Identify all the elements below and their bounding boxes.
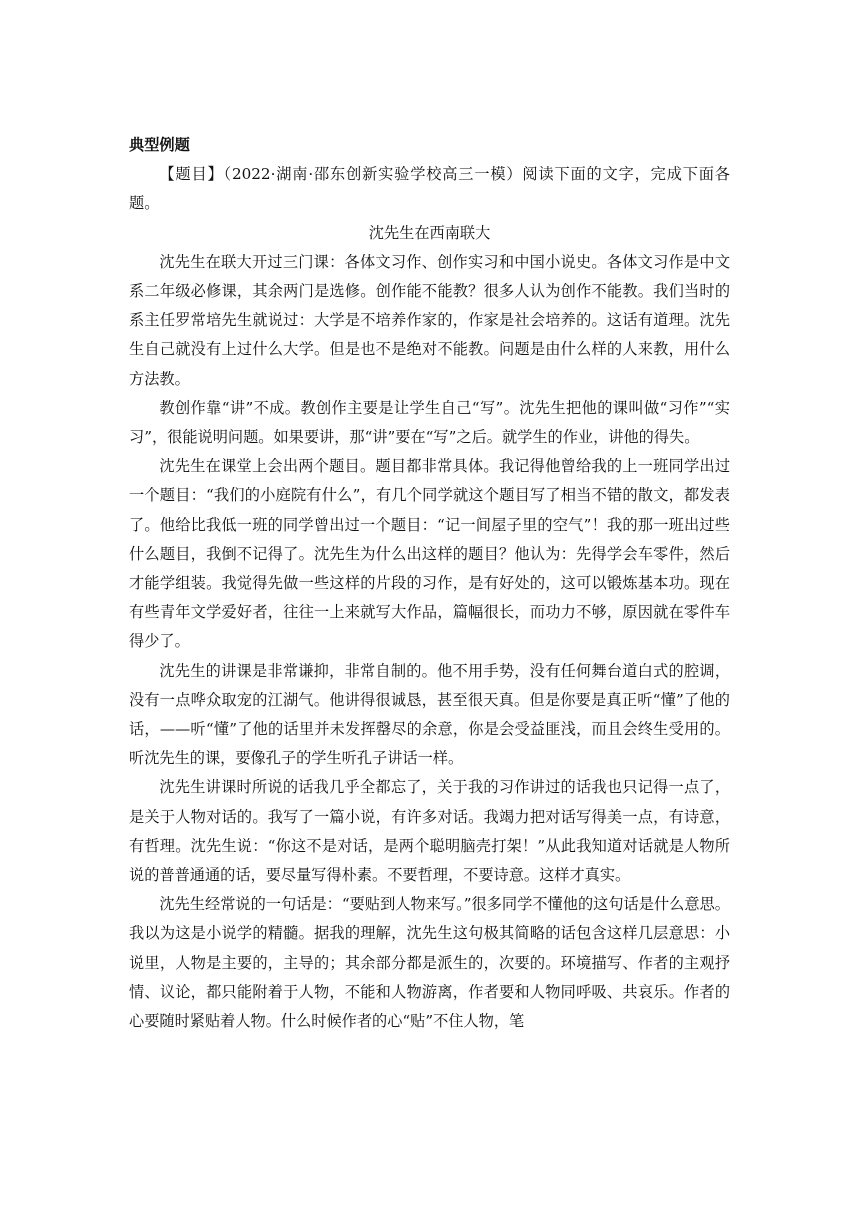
article-paragraph: 沈先生的讲课是非常谦抑，非常自制的。他不用手势，没有任何舞台道白式的腔调，没有一点哗众取宠的江湖气。他讲得很诚恳，甚至很天真。但是你要是真正听“懂”了他的话，——听“懂”了他的话里并未发挥罄尽的余意，你是会受益匪浅，而且会终生受用的。听沈先生的课，要像孔子的学生听孔子讲话一样。 — [129, 661, 730, 768]
article-title: 沈先生在西南联大 — [368, 223, 491, 242]
section-heading: 典型例题 — [129, 136, 190, 154]
article-paragraph: 沈先生讲课时所说的话我几乎全都忘了，关于我的习作讲过的话我也只记得一点了，是关于人物对话的。我写了一篇小说，有许多对话。我竭力把对话写得美一点，有诗意，有哲理。沈先生说：“你这不是对话，是两个聪明脑壳打架！”从此我知道对话就是人物所说的普普通通的话，要尽量写得朴素。不要哲理，不要诗意。这样才真实。 — [129, 778, 730, 885]
article-paragraph: 沈先生在联大开过三门课：各体文习作、创作实习和中国小说史。各体文习作是中文系二年级必修课，其余两门是选修。创作能不能教？很多人认为创作不能教。我们当时的系主任罗常培先生就说过：大学是不培养作家的，作家是社会培养的。这话有道理。沈先生自己就没有上过什么大学。但是也不是绝对不能教。问题是由什么样的人来教，用什么方法教。 — [129, 252, 730, 388]
article-paragraph: 沈先生在课堂上会出两个题目。题目都非常具体。我记得他曾给我的上一班同学出过一个题目：“我们的小庭院有什么”，有几个同学就这个题目写了相当不错的散文，都发表了。他给比我低一班的同学曾出过一个题目：“记一间屋子里的空气”！我的那一班出过些什么题目，我倒不记得了。沈先生为什么出这样的题目？他认为：先得学会车零件，然后才能学组装。我觉得先做一些这样的片段的习作，是有好处的，这可以锻炼基本功。现在有些青年文学爱好者，往往一上来就写大作品，篇幅很长，而功力不够，原因就在零件车得少了。 — [129, 457, 730, 651]
document-content — [129, 131, 730, 1036]
article-paragraph: 教创作靠“讲”不成。教创作主要是让学生自己“写”。沈先生把他的课叫做“习作”“实习”，很能说明问题。如果要讲，那“讲”要在“写”之后。就学生的作业，讲他的得失。 — [129, 398, 730, 447]
article-paragraph: 沈先生经常说的一句话是：“要贴到人物来写。”很多同学不懂他的这句话是什么意思。我以为这是小说学的精髓。据我的理解，沈先生这句极其简略的话包含这样几层意思：小说里，人物是主要的，主导的；其余部分都是派生的，次要的。环境描写、作者的主观抒情、议论，都只能附着于人物，不能和人物游离，作者要和人物同呼吸、共哀乐。作者的心要随时紧贴着人物。什么时候作者的心“贴”不住人物，笔 — [129, 895, 730, 1031]
question-prompt: 【题目】（2022·湖南·邵东创新实验学校高三一模）阅读下面的文字，完成下面各题。 — [129, 165, 730, 213]
